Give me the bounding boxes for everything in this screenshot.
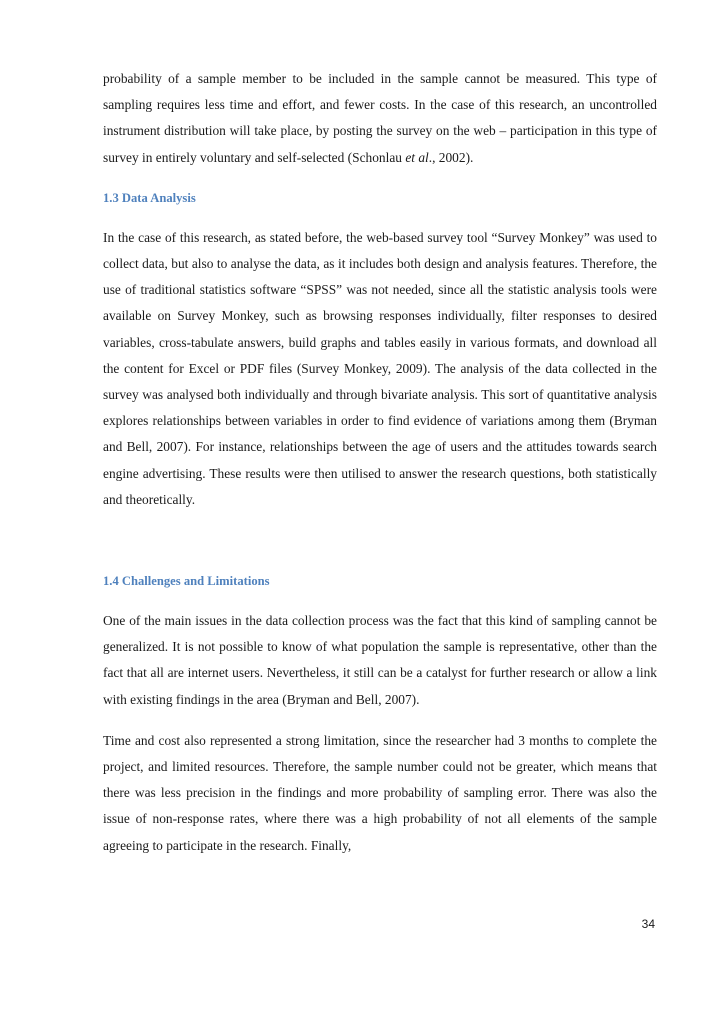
paragraph-data-analysis: In the case of this research, as stated before, the web-based survey tool “Survey Monkey” was used to collect data, but also to analyse the data, as it includes both design and analysis features. Therefore, the use of traditional statistics software “SPSS” was not needed, since all the statistic analysis tools were available on Survey Monkey, such as browsing responses individually, filter responses to desired variables, cross-tabulate answers, build graphs and tables easily in various formats, and download all the content for Excel or PDF files (Survey Monkey, 2009). The analysis of the data collected in the survey was analysed both individually and through bivariate analysis. This sort of quantitative analysis explores relationships between variables in order to find evidence of variations among them (Bryman and Bell, 2007). For instance, relationships between the age of users and the attitudes towards search engine advertising. These results were then utilised to answer the research questions, both statistically and theoretically. xyxy=(103,229,657,507)
paragraph-generalization: One of the main issues in the data collection process was the fact that this kind of sampling cannot be generalized. It is not possible to know of what population the sample is representative, other than the fact that all are internet users. Nevertheless, it still can be a catalyst for further research or allow a link with existing findings in the area (Bryman and Bell, 2007). xyxy=(103,613,657,707)
paragraph-sampling-tail: ., 2002). xyxy=(428,149,474,165)
paragraph-time-cost: Time and cost also represented a strong limitation, since the researcher had 3 months to complete the project, and limited resources. Therefore, the sample number could not be greater, which means that there was less precision in the findings and more probability of sampling error. There was also the issue of non-response rates, where there was a high probability of not all elements of the sample agreeing to participate in the research. Finally, xyxy=(103,732,657,853)
heading-data-analysis: 1.3 Data Analysis xyxy=(103,190,196,205)
page-number: 34 xyxy=(641,917,655,931)
document-page xyxy=(103,66,657,859)
citation-et-al: et al xyxy=(405,149,429,165)
paragraph-sampling-text: probability of a sample member to be included in the sample cannot be measured. This type of sampling requires less time and effort, and fewer costs. In the case of this research, an uncontrolled instrument distribution will take place, by posting the survey on the web – participation in this type of survey in entirely voluntary and self-selected (Schonlau xyxy=(103,71,657,165)
heading-challenges-limitations: 1.4 Challenges and Limitations xyxy=(103,574,270,589)
paragraph-sampling xyxy=(103,66,657,171)
